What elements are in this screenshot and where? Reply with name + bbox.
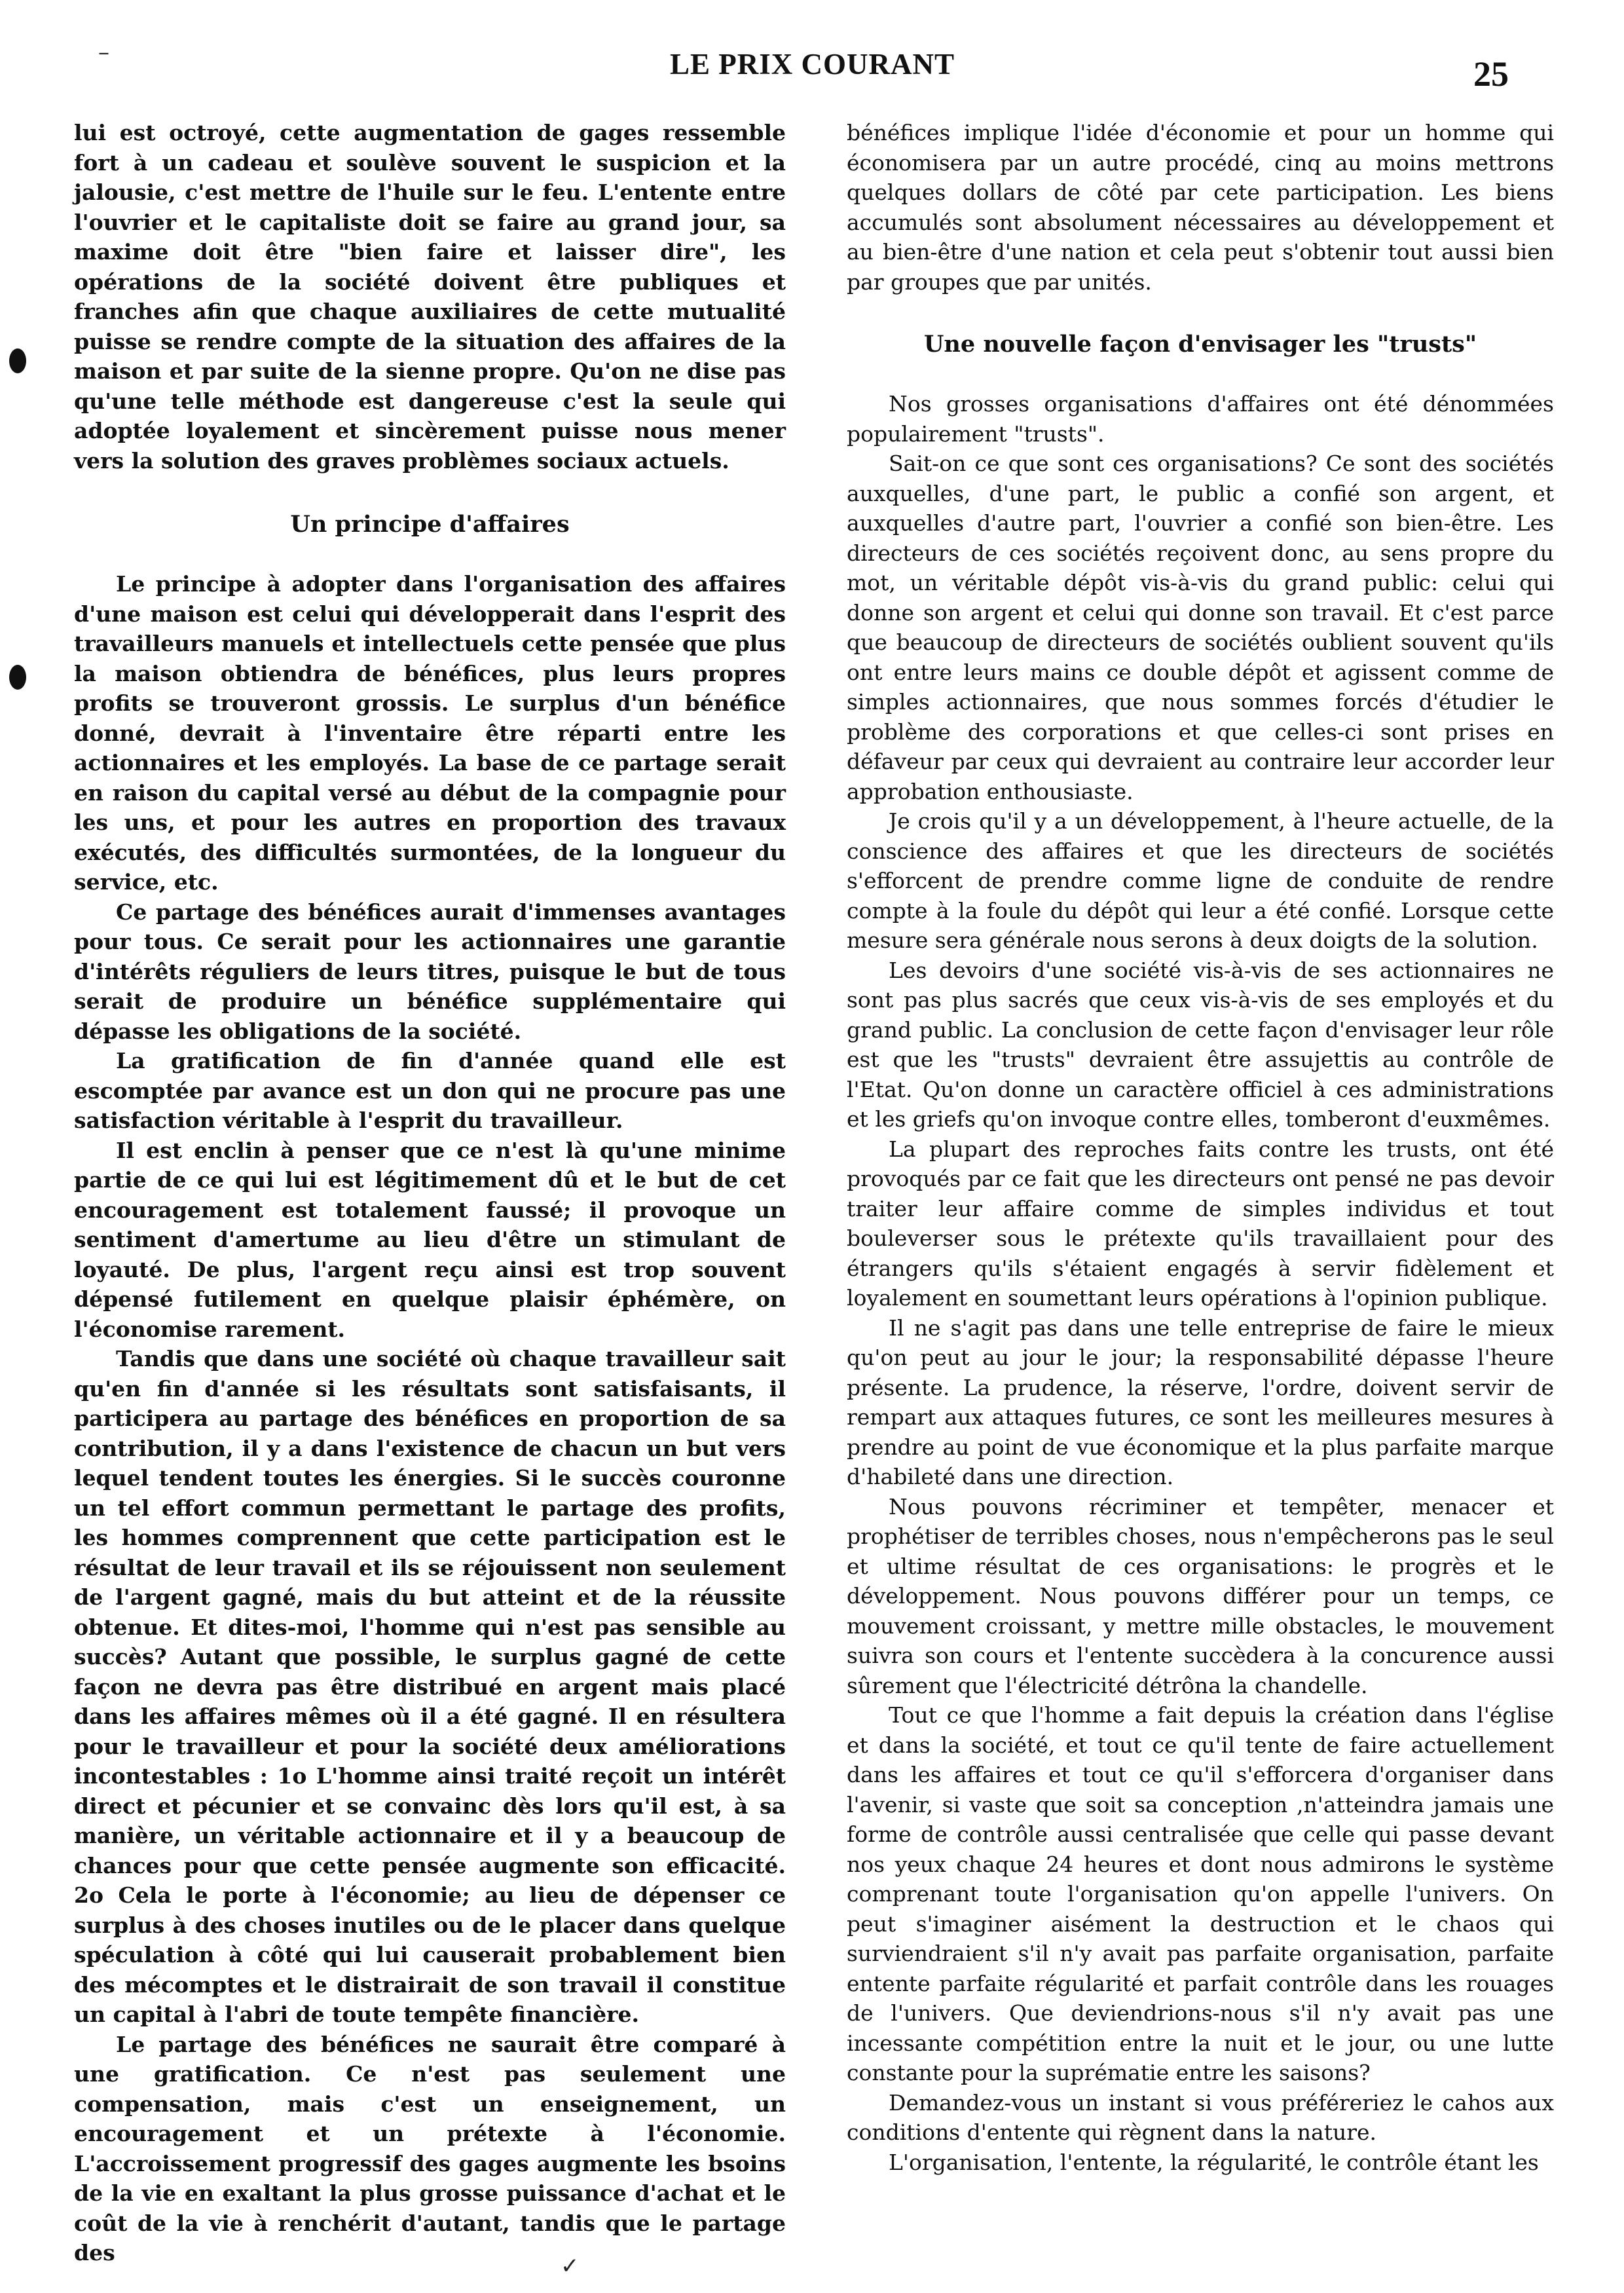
right-paragraph-2: Sait-on ce que sont ces organisations? Ce sont des sociétés auxquelles, d'une part, le public a confié son argent, et auxquelles d'autre part, l'ouvrier a confié son bien-être. Les directeurs de ces sociétés reçoivent donc, au sens propre du mot, un véritable dépôt vis-à-vis du grand public: celui qui donne son argent et celui qui donne son travail. Et c'est parce que beaucoup de directeurs de sociétés oublient souvent qu'ils ont entre leurs mains ce double dépôt et agissent comme de simples actionnaires, que nous sommes forcés d'étudier le problème des corporations et que celles-ci sont prises en défaveur par ceux qui devraient au contraire leur accorder leur approbation enthousiaste. bbox=[847, 451, 1554, 804]
left-paragraph-3: La gratification de fin d'année quand elle est escomptée par avance est un don qui ne procure pas une satisfaction véritable à l'esprit du travailleur. bbox=[74, 1048, 786, 1133]
right-paragraph-6: Il ne s'agit pas dans une telle entreprise de faire le mieux qu'on peut au jour le jour; la responsabilité dépasse l'heure présente. La prudence, la réserve, l'ordre, doivent servir de rempart aux attaques futures, ce sont les meilleures mesures à prendre au point de vue économique et la plus parfaite marque d'habileté dans une direction. bbox=[847, 1314, 1554, 1489]
right-paragraph-3: Je crois qu'il y a un développement, à l'heure actuelle, de la conscience des affaires et que les directeurs de sociétés s'efforcent de prendre comme ligne de conduite de rendre compte à la foule du dépôt qui leur a été confié. Lorsque cette mesure sera générale nous serons à deux doigts de la solution. bbox=[847, 808, 1554, 953]
right-paragraph-1: Nos grosses organisations d'affaires ont été dénommées populairement "trusts". bbox=[847, 391, 1554, 447]
left-paragraph-4: Il est enclin à penser que ce n'est là qu'une minime partie de ce qui lui est légitimement dû et le but de cet encouragement est totalement faussé; il provoque un sentiment d'amertume au lieu d'être un stimulant de loyauté. De plus, l'argent reçu ainsi est trop souvent dépensé futilement en quelque plaisir éphémère, on l'économise rarement. bbox=[74, 1137, 786, 1342]
page-number: 25 bbox=[1473, 54, 1509, 94]
binding-hole-mark bbox=[9, 665, 26, 690]
left-paragraph-6: Le partage des bénéfices ne saurait être comparé à une gratification. Ce n'est pas seulement une compensation, mais c'est un enseignement, un encouragement et un prétexte à l'économie. L'accroissement progressif des gages augmente les bsoins de la vie en exaltant la plus grosse puissance d'achat et le coût de la vie à renchérit d'autant, tandis que le partage des bbox=[74, 2031, 786, 2265]
section-heading-principe: Un principe d'affaires bbox=[290, 511, 570, 538]
right-column bbox=[847, 118, 1554, 2177]
print-speck: ✓ bbox=[561, 2253, 580, 2279]
right-paragraph-4: Les devoirs d'une société vis-à-vis de ses actionnaires ne sont pas plus sacrés que ceux vis-à-vis de ses employés et du grand public. La conclusion de cette façon d'envisager leur rôle est que les "trusts" devraient être assujettis au contrôle de l'Etat. Qu'on donne un caractère officiel à ces administrations et les griefs qu'on invoque contre elles, tomberont d'euxmêmes. bbox=[847, 957, 1554, 1132]
left-paragraph-1: Le principe à adopter dans l'organisation des affaires d'une maison est celui qui développerait dans l'esprit des travailleurs manuels et intellectuels cette pensée que plus la maison obtiendra de bénéfices, plus leurs propres profits se trouveront grossis. Le surplus d'un bénéfice donné, devrait à l'inventaire être réparti entre les actionnaires et les employés. La base de ce partage serait en raison du capital versé au début de la compagnie pour les uns, et pour les autres en proportion des travaux exécutés, des difficultés surmontées, de la longueur du service, etc. bbox=[74, 571, 786, 895]
right-paragraph-5: La plupart des reproches faits contre les trusts, ont été provoqués par ce fait que les directeurs ont pensé ne pas devoir traiter leur affaire comme de simples individus et tout bouleverser sous le prétexte qu'ils travaillaient pour des étrangers qu'ils s'étaient engagés à servir fidèlement et loyalement en soumettant leurs opérations à l'opinion publique. bbox=[847, 1136, 1554, 1311]
right-paragraph-8: Tout ce que l'homme a fait depuis la création dans l'église et dans la société, et tout ce qu'il tente de faire actuellement dans les affaires et tout ce qu'il s'efforcera d'organiser dans l'avenir, si vaste que soit sa conception ,n'atteindra jamais une forme de contrôle aussi centralisée que celle qui passe devant nos yeux chaque 24 heures et dont nous admirons le système comprenant toute l'organisation qu'on appelle l'univers. On peut s'imaginer aisément la destruction et le chaos qui surviendraient s'il n'y avait pas parfaite organisation, parfaite entente parfaite régularité et parfait contrôle dans les rouages de l'univers. Que deviendrions-nous s'il n'y avait pas une incessante compétition entre la nuit et le jour, ou une lutte constante pour la suprématie entre les saisons? bbox=[847, 1702, 1554, 2085]
left-paragraph-2: Ce partage des bénéfices aurait d'immenses avantages pour tous. Ce serait pour les actionnaires une garantie d'intérêts réguliers de leurs titres, puisque le but de tous serait de produire un bénéfice supplémentaire qui dépasse les obligations de la société. bbox=[74, 899, 786, 1044]
left-column bbox=[74, 118, 786, 2268]
left-intro-paragraph: lui est octroyé, cette augmentation de gages ressemble fort à un cadeau et soulève souvent le suspicion et la jalousie, c'est mettre de l'huile sur le feu. L'entente entre l'ouvrier et le capitaliste doit se faire au grand jour, sa maxime doit être "bien faire et laisser dire", les opérations de la société doivent être publiques et franches afin que chaque auxiliaires de cette mutualité puisse se rendre compte de la situation des affaires de la maison et par suite de la sienne propre. Qu'on ne dise pas qu'une telle méthode est dangereuse c'est la seule qui adoptée loyalement et sincèrement puisse nous mener vers la solution des graves problèmes sociaux actuels. bbox=[74, 120, 786, 474]
right-intro-paragraph: bénéfices implique l'idée d'économie et pour un homme qui économisera par un autre procédé, cinq au moins mettrons quelques dollars de côté par cete participation. Les biens accumulés sont absolument nécessaires au développement et au bien-être d'une nation et cela peut s'obtenir tout aussi bien par groupes que par unités. bbox=[847, 120, 1554, 295]
right-paragraph-10: L'organisation, l'entente, la régularité, le contrôle étant les bbox=[889, 2149, 1539, 2175]
right-paragraph-9: Demandez-vous un instant si vous préféreriez le cahos aux conditions d'entente qui règnent dans la nature. bbox=[847, 2089, 1554, 2145]
page-header-title: LE PRIX COURANT bbox=[669, 48, 955, 81]
left-paragraph-5: Tandis que dans une société où chaque travailleur sait qu'en fin d'année si les résultats sont satisfaisants, il participera au partage des bénéfices en proportion de sa contribution, il y a dans l'existence de chacun un but vers lequel tendent toutes les énergies. Si le succès couronne un tel effort commun permettant le partage des profits, les hommes comprennent que cette participation est le résultat de leur travail et ils se réjouissent non seulement de l'argent gagné, mais du but atteint et de la réussite obtenue. Et dites-moi, l'homme qui n'est pas sensible au succès? Autant que possible, le surplus gagné de cette façon ne devra pas être distribué en argent mais placé dans les affaires mêmes où il a été gagné. Il en résultera pour le travailleur et pour la société deux améliorations incontestables : 1o L'homme ainsi traité reçoit un intérêt direct et pécunier et se convainc dès lors qu'il est, à sa manière, un véritable actionnaire et il y a beaucoup de chances pour que cette pensée augmente son efficacité. 2o Cela le porte à l'économie; au lieu de dépenser ce surplus à des choses inutiles ou de le placer dans quelque spéculation à côté qui lui causerait probablement bien des mécomptes et le distrairait de son travail il constitue un capital à l'abri de toute tempête financière. bbox=[74, 1346, 786, 2027]
binding-hole-mark bbox=[9, 348, 26, 373]
print-speck: – bbox=[98, 39, 109, 65]
right-paragraph-7: Nous pouvons récriminer et tempêter, menacer et prophétiser de terribles choses, nous n'empêcherons pas le seul et ultime résultat de ces organisations: le progrès et le développement. Nous pouvons différer pour un temps, ce mouvement croissant, y mettre mille obstacles, le mouvement suivra son cours et l'entente succèdera à la concurence aussi sûrement que l'électricité détrôna la chandelle. bbox=[847, 1493, 1554, 1698]
section-heading-trusts: Une nouvelle façon d'envisager les "trusts" bbox=[923, 331, 1477, 358]
